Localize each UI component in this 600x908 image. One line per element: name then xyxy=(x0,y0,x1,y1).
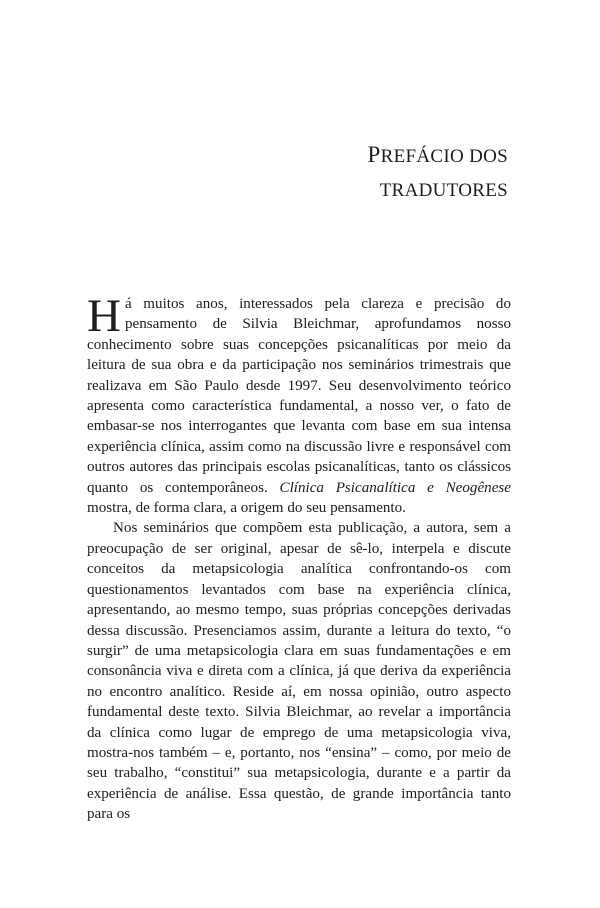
chapter-title-line-1 xyxy=(368,138,508,174)
paragraph-1 xyxy=(87,290,511,518)
title-initial: P xyxy=(367,142,381,167)
chapter-title xyxy=(368,138,508,208)
drop-cap: H xyxy=(87,290,121,342)
chapter-title-line-2: TRADUTORES xyxy=(379,180,508,201)
paragraph-2: Nos seminários que compõem esta publicação, a autora, sem a preocupação de ser original, apesar de sê-lo, interpela e discute conceitos da metapsicologia analítica confrontando-os com questionamentos levantados com base na experiência clínica, apresentando, ao mesmo tempo, suas próprias concepções derivadas dessa discussão. Presenciamos assim, durante a leitura do texto, “o surgir” de uma metapsicologia clara em suas fundamentações e em consonância viva e direta com a clínica, já que deriva da experiência no encontro analítico. Reside aí, em nossa opinião, outro aspecto fundamental deste texto. Silvia Bleichmar, ao revelar a importância da clínica como lugar de emprego de uma metapsicologia viva, mostra-nos também – e, portanto, nos “ensina” – como, por meio de seu trabalho, “constitui” sua metapsicologia, durante e a partir da experiência de análise. Essa questão, de grande importância tanto para os xyxy=(87,520,511,823)
body-text xyxy=(87,290,511,825)
title-rest: REFÁCIO DOS xyxy=(380,146,508,167)
paragraph-1-text-b: mostra, de forma clara, a origem do seu pensamento. xyxy=(87,500,406,517)
paragraph-1-text-a: á muitos anos, interessados pela clareza e precisão do pensamento de Silvia Bleichmar, aprofundamos nosso conhecimento sobre suas concepções psicanalíticas por meio da leitura de sua obra e da participação nos seminários trimestrais que realizava em São Paulo desde 1997. Seu desenvolvimento teórico apresenta como característica fundamental, a nosso ver, o fato de embasar-se nos interrogantes que levanta com base em sua intensa experiência clínica, assim como na discussão livre e responsável com outros autores das principais escolas psicanalíticas, tanto os clássicos quanto os contemporâneos. xyxy=(87,296,511,496)
book-title-italic: Clínica Psicanalítica e Neogênese xyxy=(279,479,511,496)
